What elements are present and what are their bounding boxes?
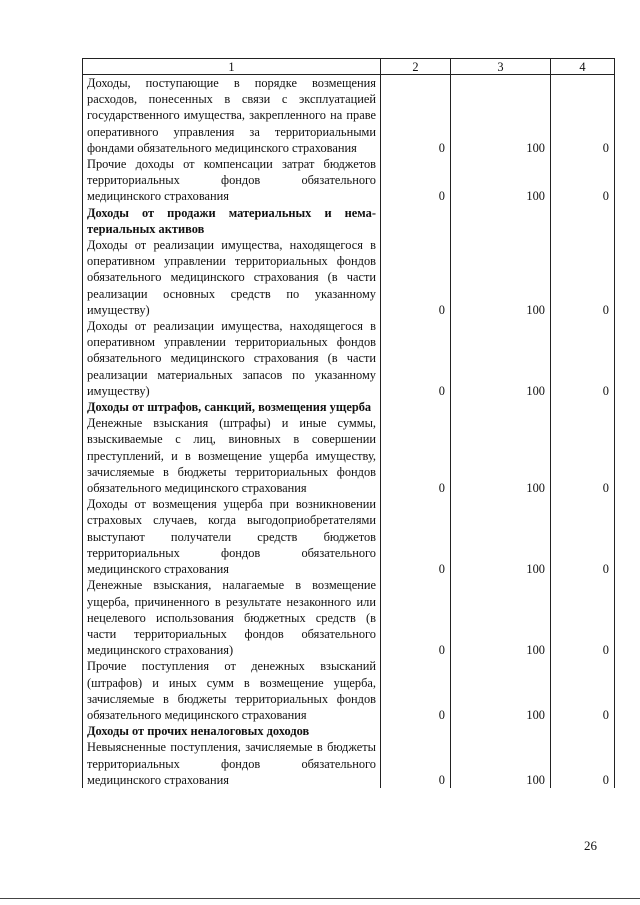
row-value-col3: [451, 723, 551, 739]
row-value-col4: 0: [551, 415, 615, 496]
row-value-col4: 0: [551, 577, 615, 658]
row-value-col3: 100: [451, 318, 551, 399]
table-row: [83, 658, 615, 723]
row-value-col2: 0: [381, 415, 451, 496]
row-value-col2: 0: [381, 75, 451, 157]
section-heading-row: [83, 723, 615, 739]
table-row: [83, 415, 615, 496]
row-value-col2: 0: [381, 658, 451, 723]
row-value-col3: 100: [451, 577, 551, 658]
row-value-col2: [381, 723, 451, 739]
row-description: Невыясненные поступления, зачисляемые в бюджеты территориальных фондов обязательного медицинского страхования: [83, 739, 381, 788]
row-value-col3: 100: [451, 156, 551, 205]
row-description: Доходы от реализации имущества, находящегося в оперативном управлении территориальных фондов обязательного медицинского страхования (в части реализации материальных запасов по указанному имуществу): [83, 318, 381, 399]
table-row: [83, 237, 615, 318]
row-description: Доходы от возмещения ущерба при возникновении страховых случаев, когда выгодоприобретателями выступают получатели средств бюджетов территориальных фондов обязательного медицинского страхования: [83, 496, 381, 577]
row-value-col4: [551, 205, 615, 237]
row-value-col4: 0: [551, 318, 615, 399]
row-value-col4: [551, 723, 615, 739]
table-row: [83, 496, 615, 577]
table-row: [83, 75, 615, 157]
row-value-col3: 100: [451, 739, 551, 788]
row-value-col4: 0: [551, 237, 615, 318]
footer-divider: [0, 898, 640, 899]
table-row: [83, 156, 615, 205]
table-row: [83, 577, 615, 658]
row-value-col2: 0: [381, 156, 451, 205]
column-header-1: 1: [83, 59, 381, 75]
row-value-col2: 0: [381, 237, 451, 318]
row-value-col2: [381, 205, 451, 237]
row-description: Прочие поступления от денежных взысканий (штрафов) и иных сумм в возмещение ущерба, зачисляемые в бюджеты территориальных фондов обязательного медицинского страхования: [83, 658, 381, 723]
table-header: [83, 59, 615, 75]
row-value-col2: 0: [381, 577, 451, 658]
row-description: Доходы от продажи материальных и нематериальных активов: [83, 205, 381, 237]
row-value-col3: [451, 399, 551, 415]
budget-table: [82, 58, 615, 788]
row-description: Доходы от штрафов, санкций, возмещения ущерба: [83, 399, 381, 415]
row-value-col4: 0: [551, 658, 615, 723]
row-description: Денежные взыскания, налагаемые в возмещение ущерба, причиненного в результате незаконного или нецелевого использования бюджетных средств (в части территориальных фондов обязательного медицинского страхования): [83, 577, 381, 658]
table-row: [83, 318, 615, 399]
table-body: [83, 75, 615, 788]
page-number: 26: [584, 838, 597, 853]
row-value-col3: 100: [451, 658, 551, 723]
row-value-col3: 100: [451, 496, 551, 577]
row-description: Доходы от реализации имущества, находящегося в оперативном управлении территориальных фондов обязательного медицинского страхования (в части реализации основных средств по указанному имуществу): [83, 237, 381, 318]
row-value-col3: 100: [451, 237, 551, 318]
row-value-col4: 0: [551, 496, 615, 577]
column-header-2: 2: [381, 59, 451, 75]
row-value-col3: 100: [451, 75, 551, 157]
row-description: Доходы от прочих неналоговых доходов: [83, 723, 381, 739]
row-value-col4: 0: [551, 156, 615, 205]
row-value-col4: 0: [551, 75, 615, 157]
row-description: Доходы, поступающие в порядке возмещения расходов, понесенных в связи с эксплуатацией государственного имущества, закрепленного на праве оперативного управления за территориальными фондами обязательного медицинского страхования: [83, 75, 381, 157]
row-value-col4: [551, 399, 615, 415]
row-value-col2: 0: [381, 318, 451, 399]
section-heading-row: [83, 205, 615, 237]
row-description: Денежные взыскания (штрафы) и иные суммы, взыскиваемые с лиц, виновных в совершении преступлений, и в возмещение ущерба имуществу, зачисляемые в бюджеты территориальных фондов обязательного медицинского страхования: [83, 415, 381, 496]
column-header-3: 3: [451, 59, 551, 75]
section-heading-row: [83, 399, 615, 415]
row-value-col3: 100: [451, 415, 551, 496]
row-value-col4: 0: [551, 739, 615, 788]
row-value-col2: 0: [381, 496, 451, 577]
row-value-col2: 0: [381, 739, 451, 788]
column-header-4: 4: [551, 59, 615, 75]
row-value-col3: [451, 205, 551, 237]
table-row: [83, 739, 615, 788]
row-description: Прочие доходы от компенсации затрат бюджетов территориальных фондов обязательного медицинского страхования: [83, 156, 381, 205]
row-value-col2: [381, 399, 451, 415]
